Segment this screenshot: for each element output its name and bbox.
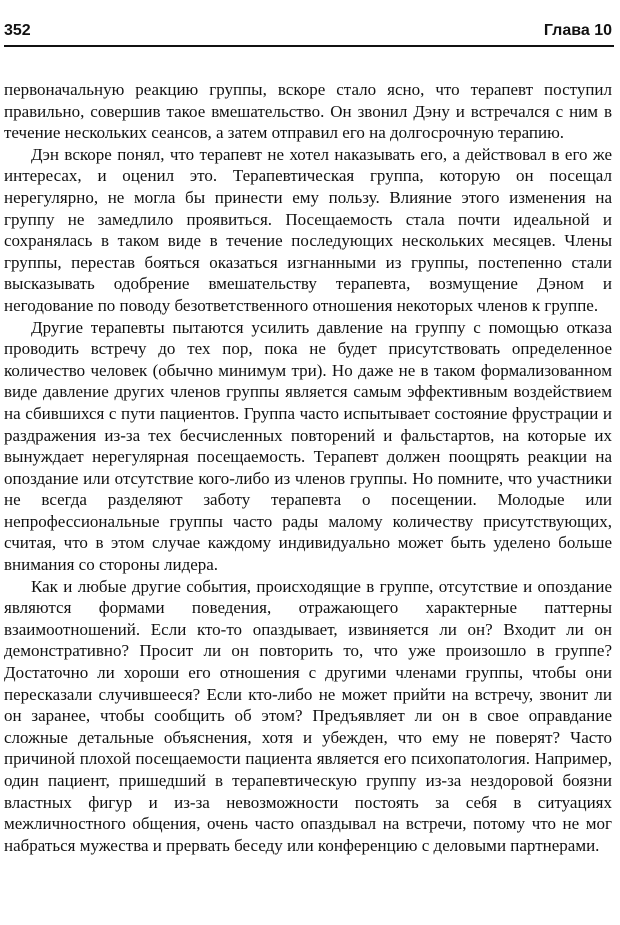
paragraph: Дэн вскоре понял, что терапевт не хотел наказывать его, а действовал в его же интересах, и оценил это. Терапевтическая группа, которую он посещал нерегулярно, не могла бы принести ему пользу. Влияние этого изменения на группу не замедлило проявиться. Посещаемость стала почти идеальной и сохранялась в таком виде в течение последующих нескольких месяцев. Члены группы, перестав бояться оказаться изгнанными из группы, постепенно стали высказывать одобрение вмешательству терапевта, возмущение Дэном и негодование по поводу безответственного отношения некоторых членов к группе. (4, 144, 612, 315)
chapter-label: Глава 10 (543, 22, 612, 39)
body-text (4, 79, 612, 856)
page-number: 352 (4, 22, 31, 39)
running-header (4, 18, 612, 44)
paragraph: Как и любые другие события, происходящие в группе, отсутствие и опоздание являются формами поведения, отражающего характерные паттерны взаимоотношений. Если кто-то опаздывает, извиняется ли он? Входит ли он демонстративно? Просит ли он повторить то, что уже произошло в группе? Достаточно ли хороши его отношения с другими членами группы, чтобы они пересказали случившееся? Если кто-либо не может прийти на встречу, звонит ли он заранее, чтобы сообщить об этом? Предъявляет ли он в свое оправдание сложные детальные объяснения, хотя и убежден, что ему не поверят? Часто причиной плохой посещаемости пациента является его психопатология. Например, один пациент, пришедший в терапевтическую группу из-за нездоровой боязни властных фигур и из-за невозможности постоять за себя в ситуациях межличностного общения, очень часто опаздывал на встречи, потому что не мог набраться мужества и прервать беседу или конференцию с деловыми партнерами. (4, 576, 612, 855)
paragraph: Другие терапевты пытаются усилить давление на группу с помощью отказа проводить встречу до тех пор, пока не будет присутствовать определенное количество человек (обычно минимум три). Но даже не в таком формализованном виде давление других членов группы является самым эффективным воздействием на сбившихся с пути пациентов. Группа часто испытывает состояние фрустрации и раздражения из-за тех бесчисленных повторений и фальстартов, на которые их вынуждает нерегулярная посещаемость. Терапевт должен поощрять реакции на опоздание или отсутствие кого-либо из членов группы. Но помните, что участники не всегда разделяют заботу терапевта о посещении. Молодые или непрофессиональные группы часто рады малому количеству присутствующих, считая, что в этом случае каждому индивидуально может быть уделено больше внимания со стороны лидера. (4, 317, 612, 575)
header-rule (4, 45, 614, 47)
paragraph-continued: первоначальную реакцию группы, вскоре стало ясно, что терапевт поступил правильно, совершив такое вмешательство. Он звонил Дэну и встречался с ним в течение нескольких сеансов, а затем отправил его на долгосрочную терапию. (4, 80, 612, 143)
